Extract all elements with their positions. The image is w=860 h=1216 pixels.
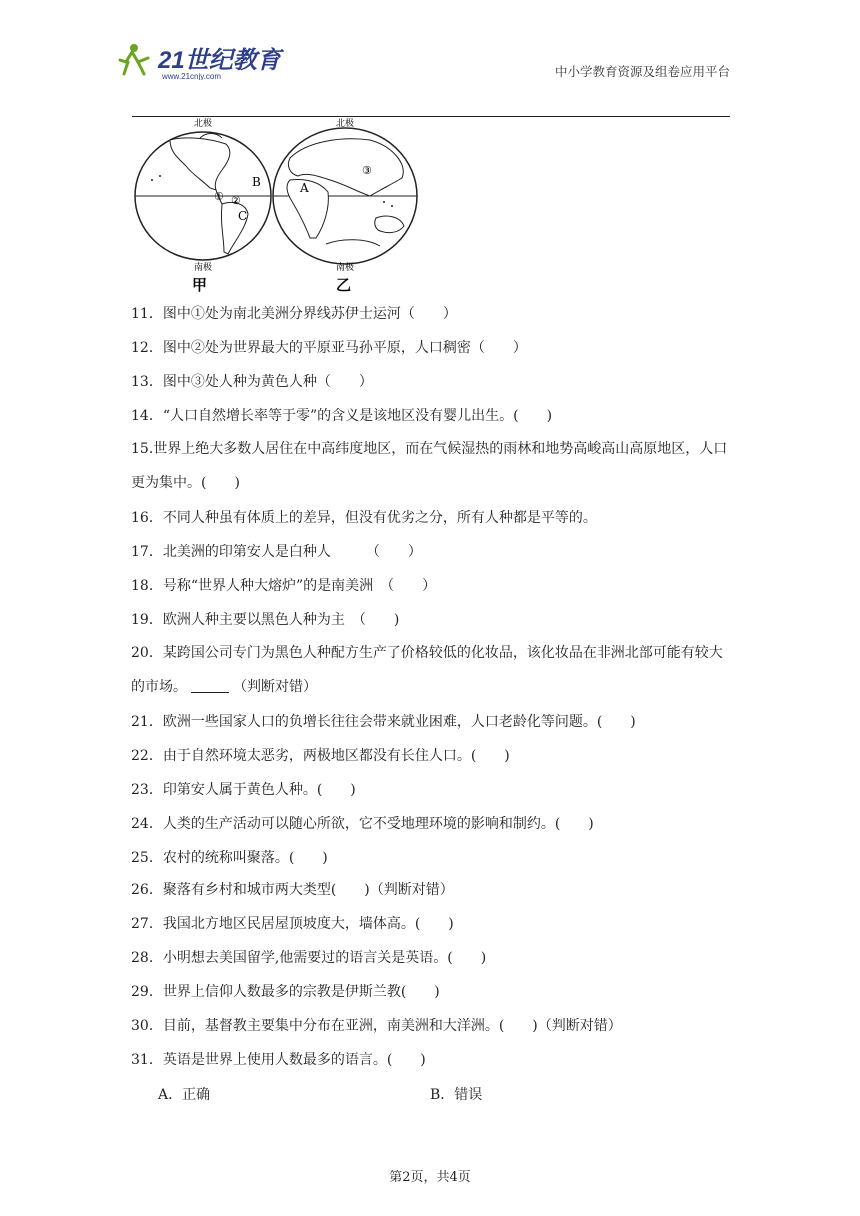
question-30: 30．目前，基督教主要集中分布在亚洲，南美洲和大洋洲。( )（判断对错）: [131, 1018, 622, 1034]
question-29: 29．世界上信仰人数最多的宗教是伊斯兰教( ): [131, 984, 440, 1000]
question-20: [131, 636, 731, 704]
caption-jia: 甲: [192, 276, 208, 294]
question-27: 27．我国北方地区民居屋顶坡度大，墙体高。( ): [131, 916, 454, 932]
question-18: 18．号称“世界人种大熔炉”的是南美洲 （ ）: [131, 578, 437, 594]
answer-blank[interactable]: [191, 678, 229, 693]
logo-21cnjy: [118, 40, 293, 80]
page-header: [118, 38, 730, 82]
question-16: 16．不同人种虽有体质上的差异，但没有优劣之分，所有人种都是平等的。: [131, 510, 597, 526]
question-19: 19．欧洲人种主要以黑色人种为主 （ ): [131, 612, 400, 628]
question-24: 24．人类的生产活动可以随心所欲，它不受地理环境的影响和制约。( ): [131, 816, 594, 832]
question-31: 31．英语是世界上使用人数最多的语言。( ): [131, 1052, 426, 1068]
question-15: 15.世界上绝大多数人居住在中高纬度地区，而在气候湿热的雨林和地势高峻高山高原地区，人口更为集中。( ): [131, 441, 728, 491]
question-22: 22．由于自然环境太恶劣，两极地区都没有长住人口。( ): [131, 748, 510, 764]
option-a-correct[interactable]: A．正确: [158, 1087, 211, 1103]
question-17: 17．北美洲的印第安人是白种人 （ ）: [131, 544, 422, 560]
question-20-suffix: （判断对错）: [233, 679, 317, 695]
marker-3: ③: [362, 164, 372, 177]
label-B: B: [252, 175, 261, 189]
question-25: 25．农村的统称叫聚落。( ): [131, 850, 328, 866]
page-number: 第2页，共4页: [389, 1170, 471, 1185]
label-C: C: [238, 209, 248, 223]
logo-text: 21世纪教育: [158, 47, 281, 74]
world-hemisphere-maps: [130, 118, 420, 298]
north-pole-label-right: 北极: [336, 119, 355, 129]
option-b-wrong[interactable]: B．错误: [430, 1087, 483, 1103]
question-28: 28．小明想去美国留学,他需要过的语言关是英语。( ): [131, 950, 487, 966]
header-divider: [132, 116, 730, 117]
western-hemisphere-map: [135, 118, 271, 294]
platform-name: 中小学教育资源及组卷应用平台: [554, 64, 730, 79]
question-11: 11．图中①处为南北美洲分界线苏伊士运河（ ）: [131, 306, 457, 322]
question-20-text: 20．某跨国公司专门为黑色人种配方生产了价格较低的化妆品，该化妆品在非洲北部可能有较大的市场。: [131, 645, 723, 695]
caption-yi: 乙: [336, 276, 352, 294]
south-pole-label-left: 南极: [194, 263, 213, 273]
eastern-hemisphere-map: [273, 118, 417, 294]
question-12: 12．图中②处为世界最大的平原亚马孙平原，人口稠密（ ）: [131, 340, 527, 356]
runner-icon: [120, 44, 148, 74]
south-pole-label-right: 南极: [336, 263, 355, 273]
marker-2: ②: [231, 194, 241, 207]
question-21: 21．欧洲一些国家人口的负增长往往会带来就业困难，人口老龄化等问题。( ): [131, 714, 636, 730]
marker-1: ①: [214, 190, 224, 203]
logo-url: www.21cnjy.com: [162, 72, 221, 80]
question-14: 14．“人口自然增长率等于零”的含义是该地区没有婴儿出生。( ): [131, 408, 553, 424]
question-13: 13．图中③处人种为黄色人种（ ）: [131, 374, 373, 390]
question-26: 26．聚落有乡村和城市两大类型( )（判断对错）: [131, 882, 454, 898]
question-23: 23．印第安人属于黄色人种。( ): [131, 782, 356, 798]
north-pole-label-left: 北极: [194, 119, 213, 129]
label-A: A: [300, 181, 309, 195]
